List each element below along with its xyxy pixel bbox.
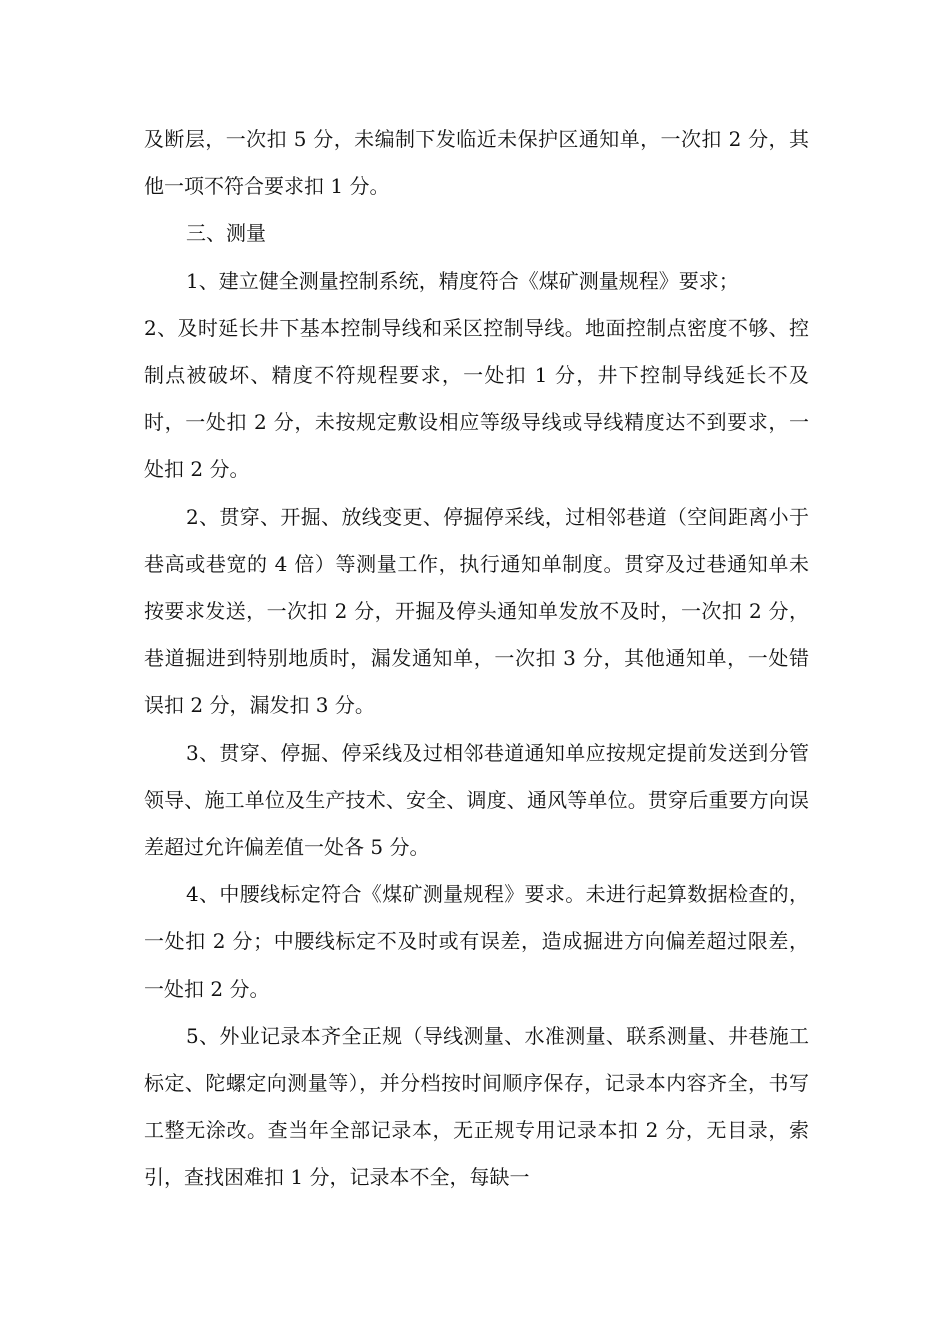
- paragraph-item-2-control-traverse: 2、及时延长井下基本控制导线和采区控制导线。地面控制点密度不够、控制点被破坏、精度不符规程要求，一处扣 1 分，井下控制导线延长不及时，一处扣 2 分，未按规定敷设相应等级导线或导线精度达不到要求，一处扣 2 分。: [144, 315, 809, 482]
- paragraph-item-3: 3、贯穿、停掘、停采线及过相邻巷道通知单应按规定提前发送到分管领导、施工单位及生产技术、安全、调度、通风等单位。贯穿后重要方向误差超过允许偏差值一处各 5 分。: [144, 740, 809, 860]
- paragraph-continuation: 及断层，一次扣 5 分，未编制下发临近未保护区通知单，一次扣 2 分，其他一项不符合要求扣 1 分。: [144, 127, 809, 199]
- paragraph-item-4: 4、中腰线标定符合《煤矿测量规程》要求。未进行起算数据检查的，一处扣 2 分；中腰线标定不及时或有误差，造成掘进方向偏差超过限差，一处扣 2 分。: [144, 882, 809, 1001]
- paragraph-item-1: 1、建立健全测量控制系统，精度符合《煤矿测量规程》要求；: [186, 268, 739, 293]
- document-body: [144, 116, 809, 1202]
- paragraph-item-5: 5、外业记录本齐全正规（导线测量、水准测量、联系测量、井巷施工标定、陀螺定向测量等），并分档按时间顺序保存，记录本内容齐全，书写工整无涂改。查当年全部记录本，无正规专用记录本扣 2 分，无目录，索引，查找困难扣 1 分，记录本不全，每缺一: [144, 1023, 809, 1190]
- paragraph-item-2-notification: 2、贯穿、开掘、放线变更、停掘停采线，过相邻巷道（空间距离小于巷高或巷宽的 4 倍）等测量工作，执行通知单制度。贯穿及过巷通知单未按要求发送，一次扣 2 分，开掘及停头通知单发放不及时，一次扣 2 分，巷道掘进到特别地质时，漏发通知单，一次扣 3 分，其他通知单，一处错误扣 2 分，漏发扣 3 分。: [144, 504, 809, 718]
- section-heading-survey: 三、测量: [186, 221, 266, 246]
